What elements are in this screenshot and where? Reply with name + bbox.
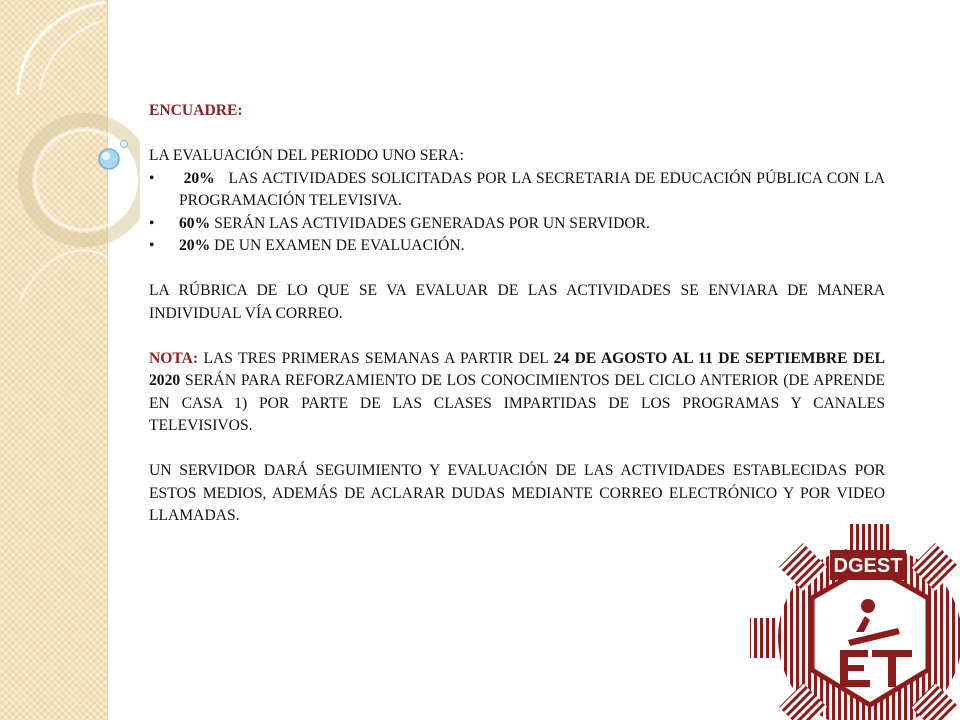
bullet-percent: 20% xyxy=(183,169,215,187)
evaluation-list xyxy=(149,168,885,258)
dgest-gear-logo-icon xyxy=(748,520,960,720)
list-item xyxy=(149,168,885,213)
bullet-text: SERÁN LAS ACTIVIDADES GENERADAS POR UN SERVIDOR. xyxy=(214,214,650,232)
note-text-start: LAS TRES PRIMERAS SEMANAS A PARTIR DEL xyxy=(203,349,549,367)
logo-text: DGEST xyxy=(833,555,903,577)
bullet-percent: 60% xyxy=(179,214,211,232)
bullet-text: DE UN EXAMEN DE EVALUACIÓN. xyxy=(214,237,465,254)
slide-content xyxy=(149,100,885,528)
list-item xyxy=(149,235,885,258)
bullet-text: LAS ACTIVIDADES SOLICITADAS POR LA SECRETARIA DE EDUCACIÓN PÚBLICA CON LA PROGRAMACIÓN TELEVISIVA. xyxy=(179,169,886,209)
list-item xyxy=(149,213,885,236)
decorative-swirl-icon xyxy=(0,0,140,330)
closing-paragraph: UN SERVIDOR DARÁ SEGUIMIENTO Y EVALUACIÓN DE LAS ACTIVIDADES ESTABLECIDAS POR ESTOS MEDIOS, ADEMÁS DE ACLARAR DUDAS MEDIANTE CORREO ELECTRÓNICO Y POR VIDEO LLAMADAS. xyxy=(149,462,885,524)
note-date-range: 24 DE AGOSTO AL 11 DE SEPTIEMBRE DEL 2020 xyxy=(149,349,886,389)
rubric-paragraph: LA RÚBRICA DE LO QUE SE VA EVALUAR DE LAS ACTIVIDADES SE ENVIARA DE MANERA INDIVIDUAL VÍA CORREO. xyxy=(149,282,885,322)
bullet-percent: 20% xyxy=(179,237,211,254)
slide-heading: ENCUADRE: xyxy=(149,102,243,119)
note-label: NOTA: xyxy=(149,349,199,367)
note-paragraph xyxy=(149,348,885,438)
note-text-end: SERÁN PARA REFORZAMIENTO DE LOS CONOCIMIENTOS DEL CICLO ANTERIOR (DE APRENDE EN CASA 1) POR PARTE DE LAS CLASES IMPARTIDAS DE LOS PROGRAMAS Y CANALES TELEVISIVOS. xyxy=(149,372,885,434)
evaluation-intro: LA EVALUACIÓN DEL PERIODO UNO SERA: xyxy=(149,147,464,164)
